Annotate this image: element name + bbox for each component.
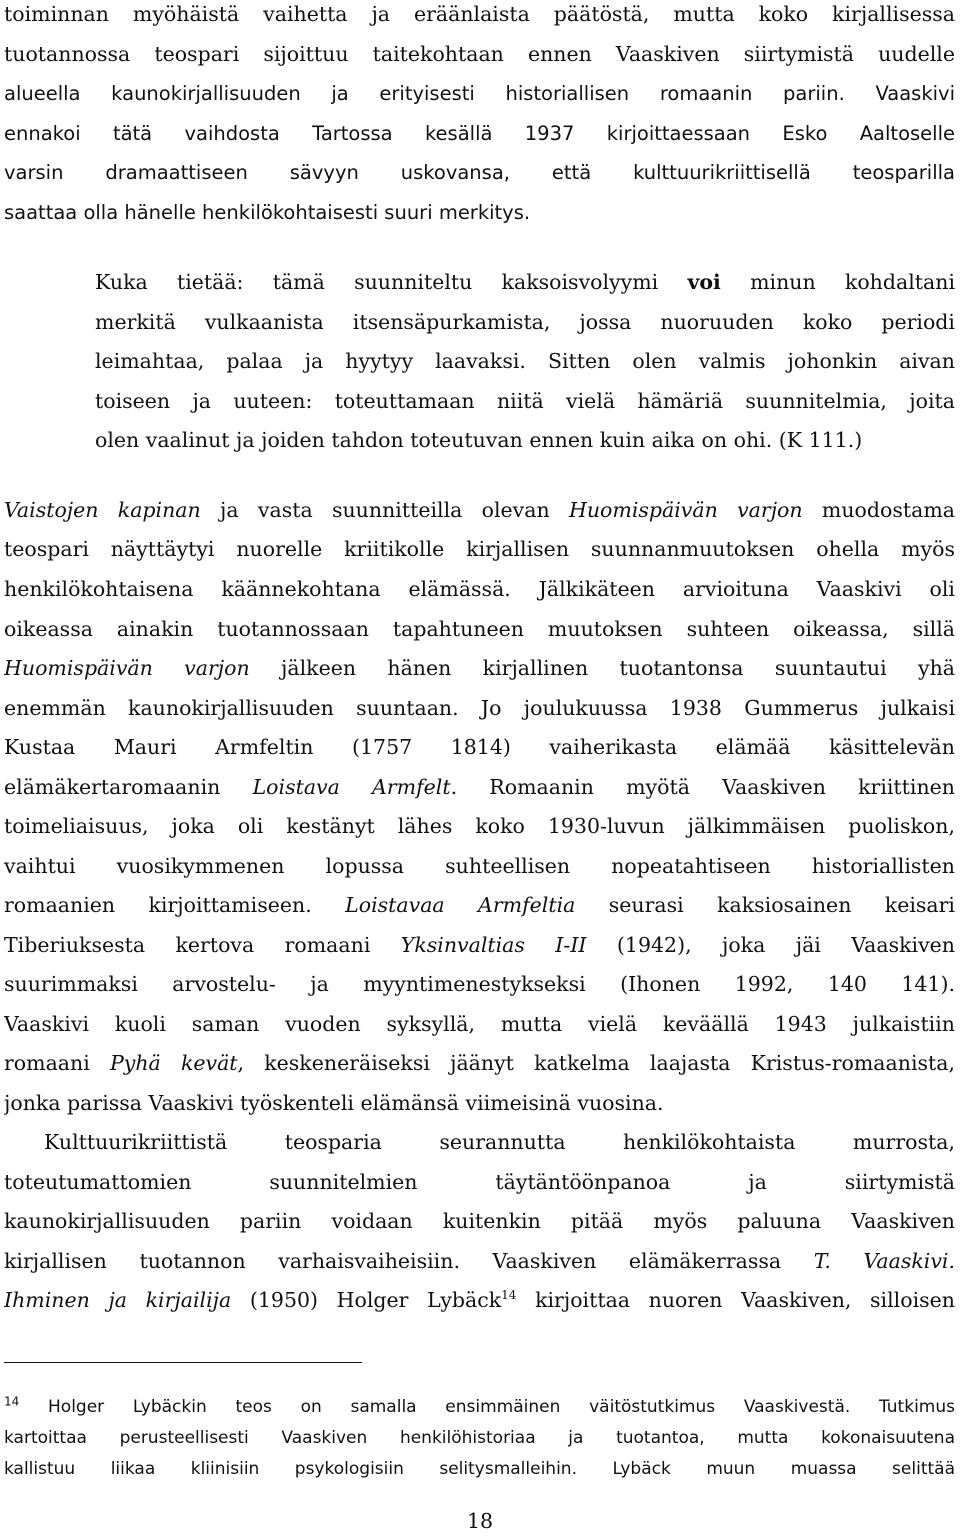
text-run: jälkeen hänen kirjallinen tuotantonsa suuntautui yhä [249, 656, 955, 680]
text-run: muodostama [802, 498, 955, 522]
text-line [4, 529, 955, 569]
text-line [4, 1201, 955, 1241]
text-run: kallistuu liikaa kliinisiin psykologisiin selitysmalleihin. Lybäck muun muassa selittää [4, 1459, 955, 1479]
text-run: jonka parissa Vaaskivi työskenteli elämänsä viimeisinä vuosina. [4, 1091, 664, 1115]
text-run: toiminnan myöhäistä vaihetta ja eräänlaista päätöstä, mutta koko kirjallisessa [4, 2, 955, 26]
text-run: Holger Lybäckin teos on samalla ensimmäinen väitöstutkimus Vaaskivestä. Tutkimus [19, 1397, 955, 1417]
text-run: , keskeneräiseksi jäänyt katkelma laajasta Kristus-romaanista, [237, 1051, 955, 1075]
text-run: enemmän kaunokirjallisuuden suuntaan. Jo joulukuussa 1938 Gummerus julkaisi [4, 696, 955, 720]
text-run: (1950) Holger Lybäck [231, 1288, 502, 1312]
text-run: romaani [4, 1051, 110, 1075]
text-run: olen vaalinut ja joiden tahdon toteutuvan ennen kuin aika on ohi. (K 111.) [95, 428, 863, 452]
text-line [4, 609, 955, 649]
text-line [4, 193, 955, 233]
text-line [4, 74, 955, 114]
text-run: Loistavaa Armfeltia [345, 893, 576, 917]
text-run: Vaaskivi kuoli saman vuoden syksyllä, mutta vielä keväällä 1943 julkaistiin [4, 1012, 955, 1036]
text-line [4, 569, 955, 609]
text-run: varsin dramaattiseen sävyyn uskovansa, että kulttuurikriittisellä teosparilla [4, 161, 955, 184]
text-run: Vaistojen kapinan [4, 498, 201, 522]
text-line [4, 767, 955, 807]
text-run: merkitä vulkaanista itsensäpurkamista, jossa nuoruuden koko periodi [95, 310, 955, 334]
text-run: (1942), joka jäi Vaaskiven [586, 933, 955, 957]
text-run: T. Vaaskivi. [813, 1249, 955, 1273]
text-line [4, 114, 955, 154]
text-line [4, 806, 955, 846]
text-line [4, 846, 955, 886]
text-run: Huomispäivän varjon [4, 656, 250, 680]
text-run: kartoittaa perusteellisesti Vaaskiven henkilöhistoriaa ja tuotantoa, mutta kokonaisuutena [4, 1428, 955, 1448]
text-line [4, 0, 955, 34]
footnote-marker: 14 [4, 1394, 20, 1409]
text-run: saattaa olla hänelle henkilökohtaisesti suuri merkitys. [4, 201, 531, 224]
text-run: teospari näyttäytyi nuorelle kriitikolle kirjallisen suunnanmuutoksen ohella myös [4, 537, 955, 561]
text-run: Kulttuurikriittistä teosparia seurannutta henkilökohtaista murrosta, [44, 1130, 955, 1154]
text-run: kirjallisen tuotannon varhaisvaiheisiin. Vaaskiven elämäkerrassa [4, 1249, 814, 1273]
text-line [4, 648, 955, 688]
quote-line [95, 341, 955, 381]
text-run: elämäkertaromaanin [4, 775, 253, 799]
text-line [4, 1083, 955, 1123]
text-run: henkilökohtaisena käännekohtana elämässä. Jälkikäteen arvioituna Vaaskivi oli [4, 577, 955, 601]
text-run: alueella kaunokirjallisuuden ja erityisesti historiallisen romaanin pariin. Vaaskivi [4, 82, 955, 105]
footnote-line [4, 1391, 955, 1423]
text-line [4, 153, 955, 193]
text-line [4, 1004, 955, 1044]
text-line [4, 964, 955, 1004]
footnote-marker: 14 [501, 1288, 517, 1303]
text-run: Kuka tietää: tämä suunniteltu kaksoisvolyymi [95, 270, 688, 294]
quote-line [95, 420, 955, 460]
text-run: voi [687, 270, 721, 294]
text-run: vaihtui vuosikymmenen lopussa suhteellisen nopeatahtiseen historiallisten [4, 854, 955, 878]
text-run: seurasi kaksiosainen keisari [575, 893, 955, 917]
text-run: kaunokirjallisuuden pariin voidaan kuitenkin pitää myös paluuna Vaaskiven [4, 1209, 955, 1233]
text-run: toteutumattomien suunnitelmien täytäntöönpanoa ja siirtymistä [4, 1170, 955, 1194]
text-run: toiseen ja uuteen: toteuttamaan niitä vielä hämäriä suunnitelmia, joita [95, 389, 955, 413]
text-line [4, 727, 955, 767]
text-run: ja vasta suunnitteilla olevan [200, 498, 569, 522]
text-run: romaanien kirjoittamiseen. [4, 893, 346, 917]
footnote-line [4, 1453, 955, 1485]
quote-line [95, 302, 955, 342]
text-run: Ihminen ja kirjailija [4, 1288, 232, 1312]
text-line [4, 1162, 955, 1202]
text-run: ennakoi tätä vaihdosta Tartossa kesällä 1937 kirjoittaessaan Esko Aaltoselle [4, 122, 955, 145]
text-run: Loistava Armfelt. [252, 775, 458, 799]
text-run: Romaanin myötä Vaaskiven kriittinen [457, 775, 955, 799]
quote-line [95, 381, 955, 421]
footnote-line [4, 1422, 955, 1454]
text-line [44, 1122, 955, 1162]
text-run: suurimmaksi arvostelu- ja myyntimenestykseksi (Ihonen 1992, 140 141). [4, 972, 955, 996]
text-run: Tiberiuksesta kertova romaani [4, 933, 401, 957]
text-line [4, 34, 955, 74]
text-run: Pyhä kevät [109, 1051, 238, 1075]
text-line [4, 1280, 955, 1320]
text-run: Yksinvaltias I-II [400, 933, 587, 957]
text-line [4, 1043, 955, 1083]
text-line [4, 885, 955, 925]
text-line [4, 688, 955, 728]
text-run: Huomispäivän varjon [568, 498, 803, 522]
text-run: toimeliaisuus, joka oli kestänyt lähes koko 1930-luvun jälkimmäisen puoliskon, [4, 814, 955, 838]
text-run: tuotannossa teospari sijoittuu taitekohtaan ennen Vaaskiven siirtymistä uudelle [4, 42, 955, 66]
text-run: leimahtaa, palaa ja hyytyy laavaksi. Sitten olen valmis johonkin aivan [95, 349, 955, 373]
text-line [4, 1241, 955, 1281]
text-line [4, 925, 955, 965]
page-number: 18 [466, 1509, 494, 1533]
quote-line [95, 262, 955, 302]
text-line [4, 490, 955, 530]
text-run: minun kohdaltani [720, 270, 955, 294]
text-run: oikeassa ainakin tuotannossaan tapahtuneen muutoksen suhteen oikeassa, sillä [4, 617, 955, 641]
footnote-separator [4, 1362, 362, 1363]
text-run: Kustaa Mauri Armfeltin (1757 1814) vaiherikasta elämää käsittelevän [4, 735, 955, 759]
text-run: kirjoittaa nuoren Vaaskiven, silloisen [516, 1288, 955, 1312]
